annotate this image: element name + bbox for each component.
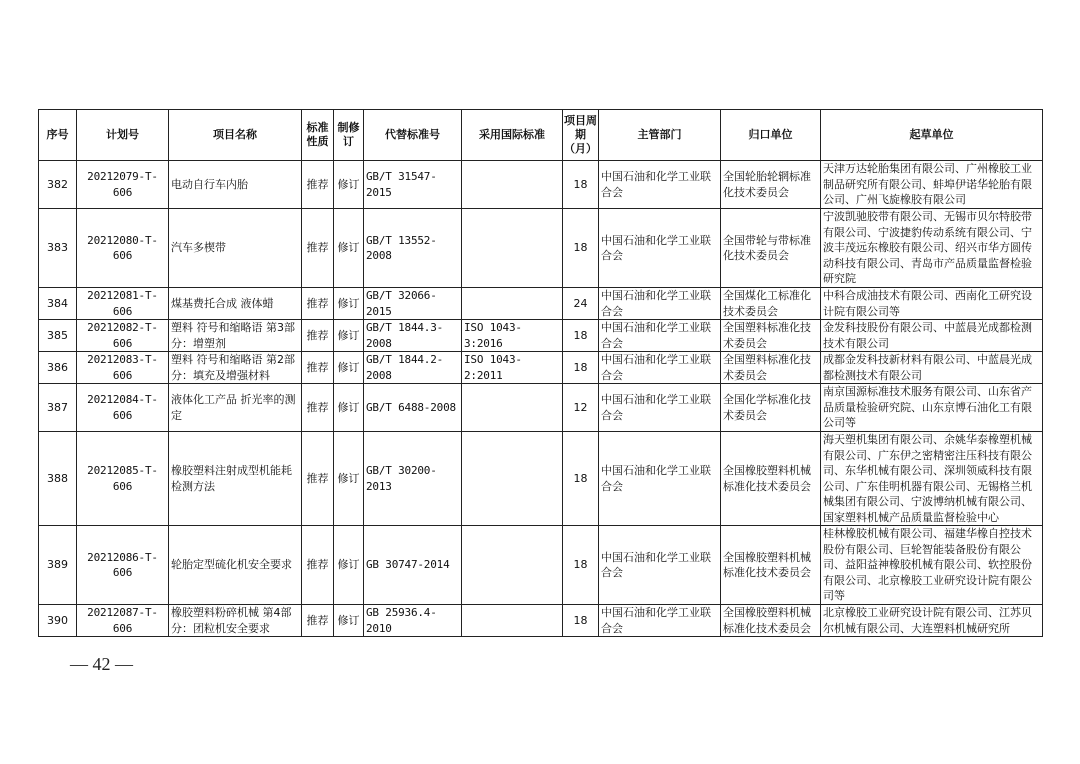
cell-drafter: 成都金发科技新材料有限公司、中蓝晨光成都检测技术有限公司 bbox=[821, 352, 1043, 384]
cell-dept: 中国石油和化学工业联合会 bbox=[599, 320, 721, 352]
cell-project-name: 电动自行车内胎 bbox=[169, 161, 302, 209]
cell-intl: ISO 1043-3:2016 bbox=[462, 320, 563, 352]
header-nature: 标准性质 bbox=[302, 110, 334, 161]
cell-revise: 修订 bbox=[334, 384, 364, 432]
cell-dept: 中国石油和化学工业联合会 bbox=[599, 384, 721, 432]
cell-replaced: GB/T 6488-2008 bbox=[364, 384, 462, 432]
cell-drafter: 金发科技股份有限公司、中蓝晨光成都检测技术有限公司 bbox=[821, 320, 1043, 352]
cell-drafter: 桂林橡胶机械有限公司、福建华橡自控技术股份有限公司、巨轮智能装备股份有限公司、益阳益神橡胶机械有限公司、软控股份有限公司、北京橡胶工业研究设计院有限公司等 bbox=[821, 526, 1043, 605]
cell-revise: 修订 bbox=[334, 432, 364, 526]
header-drafter: 起草单位 bbox=[821, 110, 1043, 161]
cell-intl bbox=[462, 605, 563, 637]
cell-seq: 387 bbox=[39, 384, 77, 432]
cell-plan-no: 20212085-T-606 bbox=[77, 432, 169, 526]
cell-revise: 修订 bbox=[334, 161, 364, 209]
cell-seq: 390 bbox=[39, 605, 77, 637]
header-unit: 归口单位 bbox=[721, 110, 821, 161]
cell-intl bbox=[462, 209, 563, 288]
cell-dept: 中国石油和化学工业联合会 bbox=[599, 161, 721, 209]
cell-unit: 全国橡胶塑料机械标准化技术委员会 bbox=[721, 605, 821, 637]
table-header-row bbox=[39, 110, 1043, 161]
cell-project-name: 橡胶塑料粉碎机械 第4部分：团粒机安全要求 bbox=[169, 605, 302, 637]
cell-plan-no: 20212079-T-606 bbox=[77, 161, 169, 209]
table-row bbox=[39, 288, 1043, 320]
cell-revise: 修订 bbox=[334, 526, 364, 605]
cell-unit: 全国轮胎轮辋标准化技术委员会 bbox=[721, 161, 821, 209]
cell-revise: 修订 bbox=[334, 288, 364, 320]
cell-seq: 388 bbox=[39, 432, 77, 526]
cell-seq: 389 bbox=[39, 526, 77, 605]
cell-unit: 全国塑料标准化技术委员会 bbox=[721, 352, 821, 384]
cell-nature: 推荐 bbox=[302, 526, 334, 605]
cell-drafter: 中科合成油技术有限公司、西南化工研究设计院有限公司等 bbox=[821, 288, 1043, 320]
table-row bbox=[39, 352, 1043, 384]
cell-dept: 中国石油和化学工业联合会 bbox=[599, 352, 721, 384]
cell-dept: 中国石油和化学工业联合会 bbox=[599, 209, 721, 288]
table-row bbox=[39, 209, 1043, 288]
cell-seq: 382 bbox=[39, 161, 77, 209]
cell-plan-no: 20212084-T-606 bbox=[77, 384, 169, 432]
cell-replaced: GB 25936.4-2010 bbox=[364, 605, 462, 637]
cell-seq: 383 bbox=[39, 209, 77, 288]
cell-nature: 推荐 bbox=[302, 209, 334, 288]
cell-nature: 推荐 bbox=[302, 288, 334, 320]
cell-intl bbox=[462, 526, 563, 605]
cell-period: 18 bbox=[563, 209, 599, 288]
cell-plan-no: 20212083-T-606 bbox=[77, 352, 169, 384]
cell-project-name: 轮胎定型硫化机安全要求 bbox=[169, 526, 302, 605]
cell-replaced: GB/T 13552-2008 bbox=[364, 209, 462, 288]
cell-dept: 中国石油和化学工业联合会 bbox=[599, 526, 721, 605]
cell-drafter: 南京国源标准技术服务有限公司、山东省产品质量检验研究院、山东京博石油化工有限公司等 bbox=[821, 384, 1043, 432]
cell-nature: 推荐 bbox=[302, 161, 334, 209]
cell-project-name: 塑料 符号和缩略语 第2部分：填充及增强材料 bbox=[169, 352, 302, 384]
cell-plan-no: 20212082-T-606 bbox=[77, 320, 169, 352]
header-plan-no: 计划号 bbox=[77, 110, 169, 161]
cell-seq: 386 bbox=[39, 352, 77, 384]
cell-period: 24 bbox=[563, 288, 599, 320]
cell-dept: 中国石油和化学工业联合会 bbox=[599, 605, 721, 637]
cell-dept: 中国石油和化学工业联合会 bbox=[599, 432, 721, 526]
cell-seq: 384 bbox=[39, 288, 77, 320]
header-revise: 制修订 bbox=[334, 110, 364, 161]
cell-intl: ISO 1043-2:2011 bbox=[462, 352, 563, 384]
cell-nature: 推荐 bbox=[302, 432, 334, 526]
table-row bbox=[39, 432, 1043, 526]
cell-nature: 推荐 bbox=[302, 384, 334, 432]
cell-unit: 全国煤化工标准化技术委员会 bbox=[721, 288, 821, 320]
cell-project-name: 汽车多楔带 bbox=[169, 209, 302, 288]
header-seq: 序号 bbox=[39, 110, 77, 161]
cell-drafter: 海天塑机集团有限公司、余姚华泰橡塑机械有限公司、广东伊之密精密注压科技有限公司、东华机械有限公司、深圳领威科技有限公司、广东佳明机器有限公司、无锡格兰机械集团有限公司、宁波博纳机械有限公司、国家塑料机械产品质量监督检验中心 bbox=[821, 432, 1043, 526]
page-number: — 42 — bbox=[70, 654, 133, 674]
cell-revise: 修订 bbox=[334, 320, 364, 352]
cell-project-name: 液体化工产品 折光率的测定 bbox=[169, 384, 302, 432]
cell-replaced: GB/T 1844.3-2008 bbox=[364, 320, 462, 352]
cell-replaced: GB/T 30200-2013 bbox=[364, 432, 462, 526]
cell-period: 18 bbox=[563, 161, 599, 209]
cell-intl bbox=[462, 288, 563, 320]
cell-replaced: GB/T 1844.2-2008 bbox=[364, 352, 462, 384]
cell-nature: 推荐 bbox=[302, 605, 334, 637]
table-row bbox=[39, 320, 1043, 352]
header-dept: 主管部门 bbox=[599, 110, 721, 161]
cell-revise: 修订 bbox=[334, 605, 364, 637]
cell-unit: 全国橡胶塑料机械标准化技术委员会 bbox=[721, 432, 821, 526]
cell-unit: 全国带轮与带标准化技术委员会 bbox=[721, 209, 821, 288]
cell-intl bbox=[462, 161, 563, 209]
cell-plan-no: 20212086-T-606 bbox=[77, 526, 169, 605]
cell-drafter: 北京橡胶工业研究设计院有限公司、江苏贝尔机械有限公司、大连塑料机械研究所 bbox=[821, 605, 1043, 637]
cell-unit: 全国化学标准化技术委员会 bbox=[721, 384, 821, 432]
cell-project-name: 煤基费托合成 液体蜡 bbox=[169, 288, 302, 320]
cell-unit: 全国橡胶塑料机械标准化技术委员会 bbox=[721, 526, 821, 605]
cell-plan-no: 20212087-T-606 bbox=[77, 605, 169, 637]
cell-drafter: 宁波凯驰胶带有限公司、无锡市贝尔特胶带有限公司、宁波捷豹传动系统有限公司、宁波丰茂远东橡胶有限公司、绍兴市华方圆传动科技有限公司、青岛市产品质量监督检验研究院 bbox=[821, 209, 1043, 288]
cell-plan-no: 20212080-T-606 bbox=[77, 209, 169, 288]
cell-revise: 修订 bbox=[334, 209, 364, 288]
table-row bbox=[39, 161, 1043, 209]
cell-replaced: GB/T 31547-2015 bbox=[364, 161, 462, 209]
cell-plan-no: 20212081-T-606 bbox=[77, 288, 169, 320]
cell-project-name: 橡胶塑料注射成型机能耗检测方法 bbox=[169, 432, 302, 526]
header-period: 项目周期（月） bbox=[563, 110, 599, 161]
header-intl: 采用国际标准 bbox=[462, 110, 563, 161]
cell-period: 18 bbox=[563, 352, 599, 384]
standards-plan-table bbox=[38, 109, 1043, 637]
cell-intl bbox=[462, 432, 563, 526]
table-row bbox=[39, 605, 1043, 637]
cell-replaced: GB/T 32066-2015 bbox=[364, 288, 462, 320]
cell-period: 18 bbox=[563, 526, 599, 605]
cell-drafter: 天津万达轮胎集团有限公司、广州橡胶工业制品研究所有限公司、蚌埠伊诺华轮胎有限公司、广州飞旋橡胶有限公司 bbox=[821, 161, 1043, 209]
cell-period: 18 bbox=[563, 605, 599, 637]
header-replaced: 代替标准号 bbox=[364, 110, 462, 161]
table-row bbox=[39, 526, 1043, 605]
cell-intl bbox=[462, 384, 563, 432]
cell-dept: 中国石油和化学工业联合会 bbox=[599, 288, 721, 320]
cell-nature: 推荐 bbox=[302, 352, 334, 384]
cell-period: 18 bbox=[563, 320, 599, 352]
cell-period: 12 bbox=[563, 384, 599, 432]
cell-nature: 推荐 bbox=[302, 320, 334, 352]
cell-revise: 修订 bbox=[334, 352, 364, 384]
cell-unit: 全国塑料标准化技术委员会 bbox=[721, 320, 821, 352]
cell-project-name: 塑料 符号和缩略语 第3部分：增塑剂 bbox=[169, 320, 302, 352]
header-project-name: 项目名称 bbox=[169, 110, 302, 161]
table-row bbox=[39, 384, 1043, 432]
cell-replaced: GB 30747-2014 bbox=[364, 526, 462, 605]
cell-seq: 385 bbox=[39, 320, 77, 352]
cell-period: 18 bbox=[563, 432, 599, 526]
